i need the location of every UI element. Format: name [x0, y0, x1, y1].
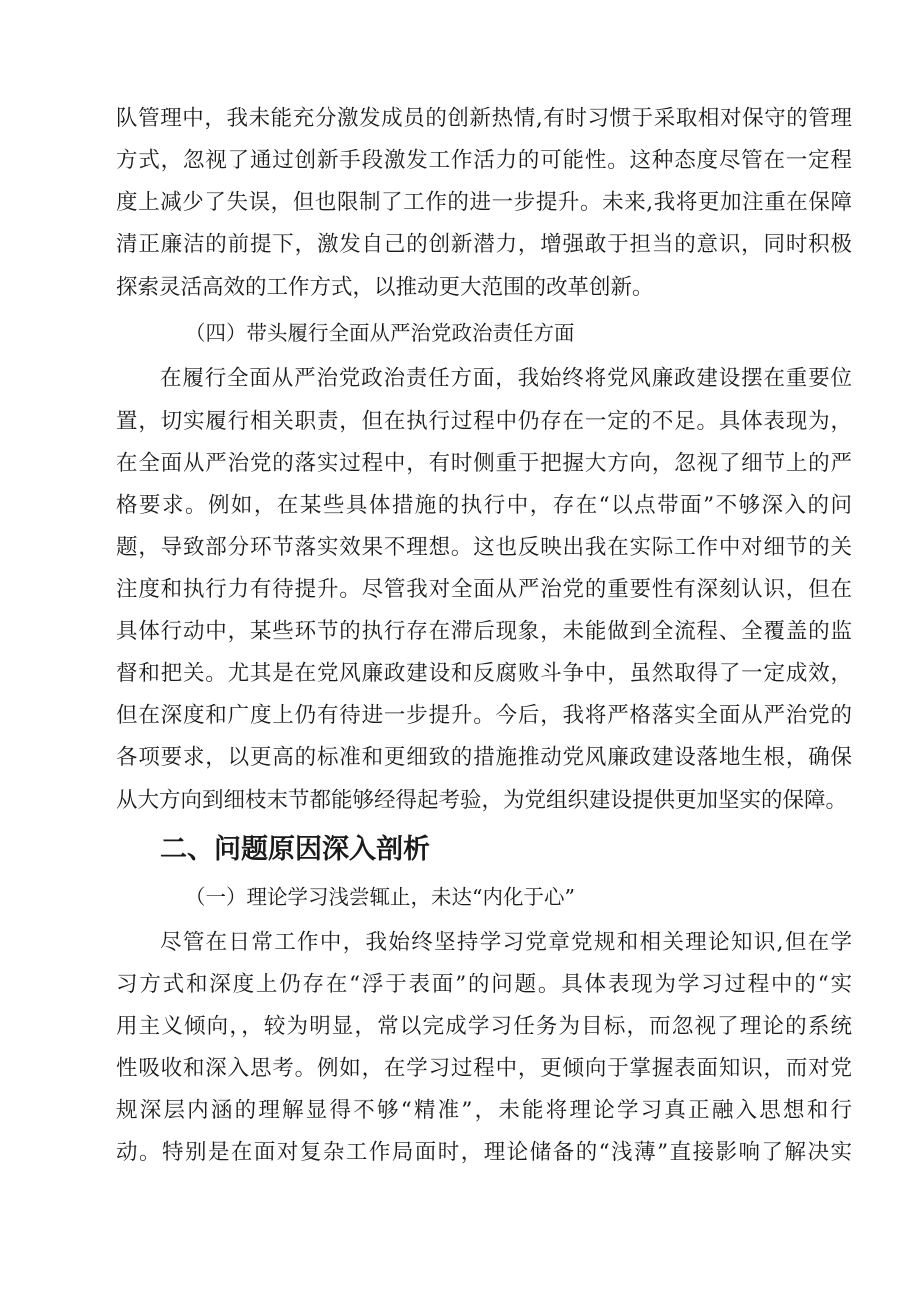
paragraph-line: 队管理中，我未能充分激发成员的创新热情,有时习惯于采取相对保守的管理 [116, 106, 852, 131]
section-heading: 二、问题原因深入剖析 [160, 834, 430, 865]
paragraph-line: 用主义倾向，，较为明显，常以完成学习任务为目标，而忽视了理论的系统 [116, 1014, 852, 1039]
paragraph-line: 注度和执行力有待提升。尽管我对全面从严治党的重要性有深刻认识，但在 [116, 577, 852, 602]
paragraph-line: 尽管在日常工作中，我始终坚持学习党章党规和相关理论知识,但在学 [160, 930, 852, 955]
paragraph-line: 但在深度和广度上仍有待进一步提升。今后，我将严格落实全面从严治党的 [116, 703, 852, 728]
paragraph-line: 规深层内涵的理解显得不够“精准”，未能将理论学习真正融入思想和行 [116, 1098, 852, 1123]
paragraph-line: 置，切实履行相关职责，但在执行过程中仍存在一定的不足。具体表现为， [116, 409, 852, 434]
subheading-one: （一）理论学习浅尝辄止，未达“内化于心” [185, 885, 575, 909]
paragraph-line: 各项要求，以更高的标准和更细致的措施推动党风廉政建设落地生根，确保 [116, 745, 852, 770]
subheading-four: （四）带头履行全面从严治党政治责任方面 [185, 321, 575, 345]
paragraph-line: 从大方向到细枝末节都能够经得起考验，为党组织建设提供更加坚实的保障。 [116, 788, 848, 813]
paragraph-line: 格要求。例如，在某些具体措施的执行中，存在“以点带面”不够深入的问 [116, 493, 852, 518]
paragraph-line: 具体行动中，某些环节的执行存在滞后现象，未能做到全流程、全覆盖的监 [116, 619, 852, 644]
paragraph-line: 督和把关。尤其是在党风廉政建设和反腐败斗争中，虽然取得了一定成效， [116, 661, 852, 686]
paragraph-line: 题，导致部分环节落实效果不理想。这也反映出我在实际工作中对细节的关 [116, 535, 852, 560]
paragraph-line: 清正廉洁的前提下，激发自己的创新潜力，增强敢于担当的意识，同时积极 [116, 232, 852, 257]
paragraph-line: 度上减少了失误，但也限制了工作的进一步提升。未来,我将更加注重在保障 [116, 190, 852, 215]
paragraph-line: 习方式和深度上仍存在“浮于表面”的问题。具体表现为学习过程中的“实 [116, 972, 852, 997]
paragraph-line: 性吸收和深入思考。例如，在学习过程中，更倾向于掌握表面知识，而对党 [116, 1056, 852, 1081]
paragraph-line: 探索灵活高效的工作方式，以推动更大范围的改革创新。 [116, 275, 654, 300]
paragraph-line: 在履行全面从严治党政治责任方面，我始终将党风廉政建设摆在重要位 [160, 366, 852, 391]
paragraph-line: 在全面从严治党的落实过程中，有时侧重于把握大方向，忽视了细节上的严 [116, 451, 852, 476]
paragraph-line: 动。特别是在面对复杂工作局面时，理论储备的“浅薄”直接影响了解决实 [116, 1140, 852, 1165]
paragraph-line: 方式，忽视了通过创新手段激发工作活力的可能性。这种态度尽管在一定程 [116, 148, 852, 173]
